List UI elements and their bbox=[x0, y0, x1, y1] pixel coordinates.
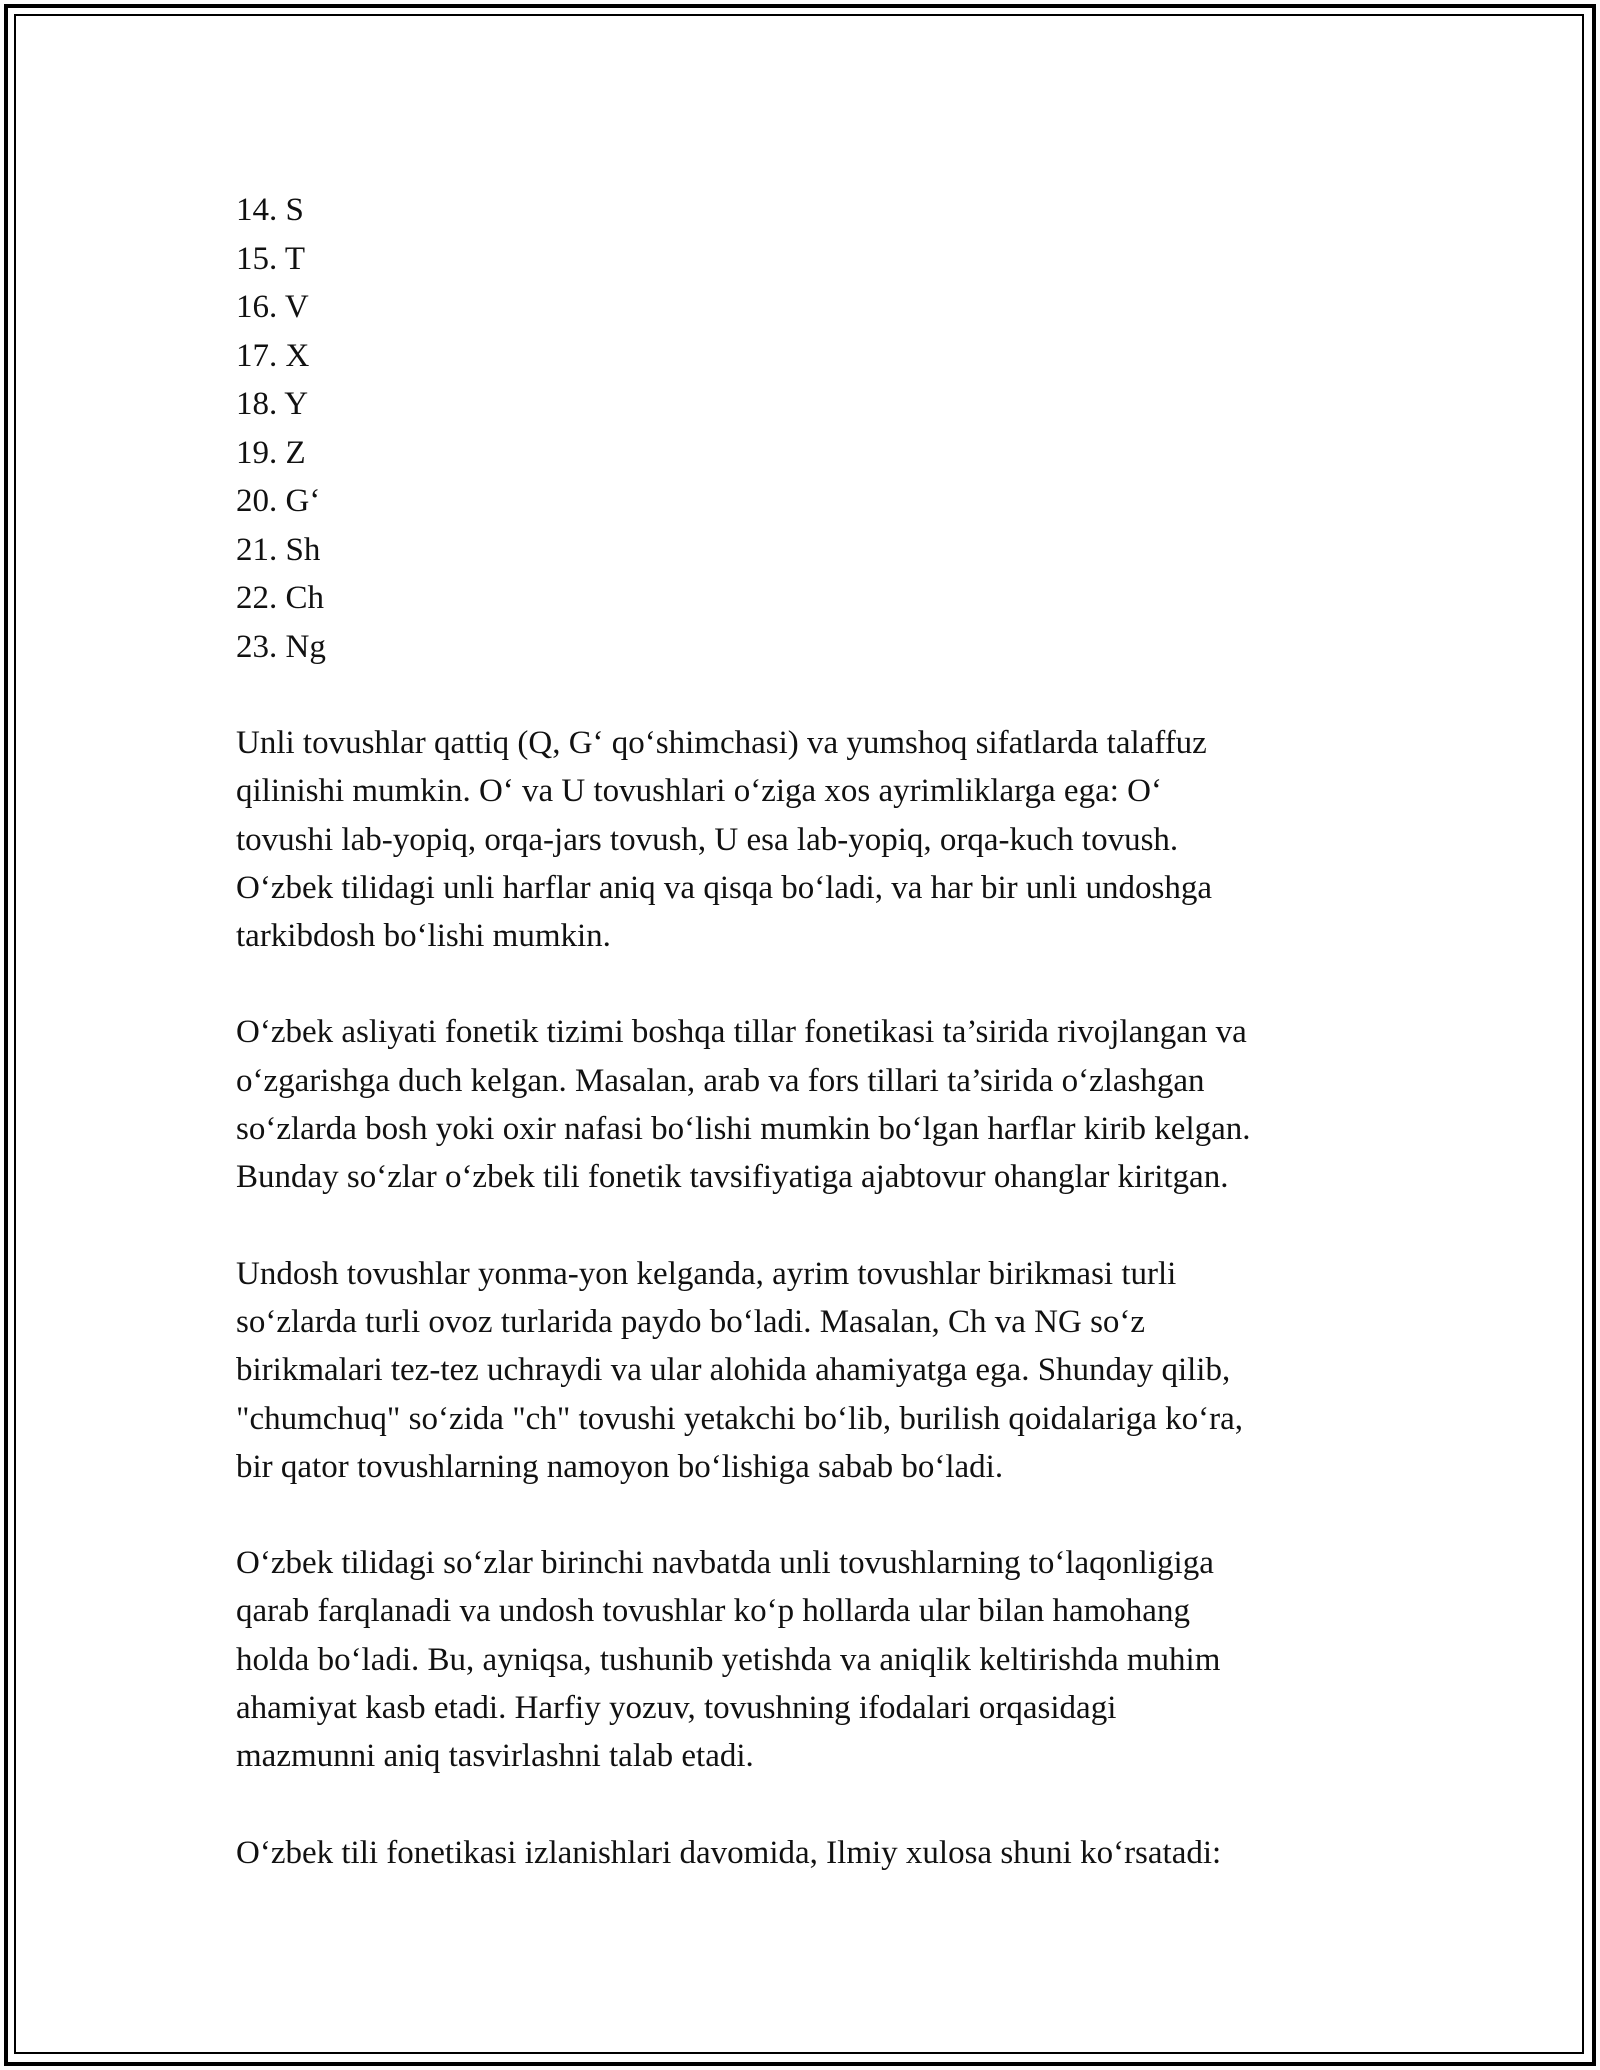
list-number: 20. bbox=[236, 483, 278, 519]
list-letter: X bbox=[285, 337, 310, 374]
list-number: 14. bbox=[236, 192, 278, 228]
list-item bbox=[236, 574, 1376, 623]
paragraph-vowels bbox=[236, 719, 1376, 960]
text-line: o‘zgarishga duch kelgan. Masalan, arab va fors tillari ta’sirida o‘zlashgan bbox=[236, 1062, 1205, 1099]
paragraph-phonetic-system bbox=[236, 1008, 1376, 1201]
list-number: 19. bbox=[236, 434, 278, 471]
text-line: O‘zbek tilidagi unli harflar aniq va qisqa bo‘ladi, va har bir unli undoshga bbox=[236, 869, 1212, 906]
list-item bbox=[236, 186, 1376, 235]
text-line: ahamiyat kasb etadi. Harfiy yozuv, tovushning ifodalari orqasidagi bbox=[236, 1690, 1117, 1727]
list-item bbox=[236, 283, 1376, 332]
list-number: 16. bbox=[236, 289, 278, 325]
text-line: qilinishi mumkin. O‘ va U tovushlari o‘ziga xos ayrimliklarga ega: O‘ bbox=[236, 773, 1162, 810]
list-item bbox=[236, 235, 1376, 284]
text-line: birikmalari tez-tez uchraydi va ular alohida ahamiyatga ega. Shunday qilib, bbox=[236, 1352, 1231, 1389]
list-item bbox=[236, 429, 1376, 478]
text-line: Unli tovushlar qattiq (Q, G‘ qo‘shimchasi) va yumshoq sifatlarda talaffuz bbox=[236, 725, 1207, 761]
list-number: 15. bbox=[236, 240, 278, 277]
list-letter: V bbox=[284, 289, 309, 325]
text-line: so‘zlarda turli ovoz turlarida paydo bo‘ladi. Masalan, Ch va NG so‘z bbox=[236, 1303, 1146, 1340]
text-line: holda bo‘ladi. Bu, ayniqsa, tushunib yetishda va aniqlik keltirishda muhim bbox=[236, 1641, 1221, 1678]
list-letter: G‘ bbox=[285, 483, 321, 519]
letter-list bbox=[236, 186, 1376, 671]
text-line: O‘zbek asliyati fonetik tizimi boshqa tillar fonetikasi ta’sirida rivojlangan va bbox=[236, 1014, 1247, 1051]
paragraph-conclusion bbox=[236, 1829, 1376, 1877]
list-number: 18. bbox=[236, 386, 278, 422]
text-line: qarab farqlanadi va undosh tovushlar ko‘p hollarda ular bilan hamohang bbox=[236, 1593, 1190, 1630]
text-line: bir qator tovushlarning namoyon bo‘lishiga sabab bo‘ladi. bbox=[236, 1448, 1004, 1485]
list-item bbox=[236, 623, 1376, 672]
list-letter: Sh bbox=[285, 531, 321, 568]
list-letter: T bbox=[284, 240, 306, 277]
text-line: so‘zlarda bosh yoki oxir nafasi bo‘lishi mumkin bo‘lgan harflar kirib kelgan. bbox=[236, 1111, 1251, 1148]
list-letter: Ch bbox=[285, 580, 325, 616]
paragraph-words bbox=[236, 1539, 1376, 1780]
text-line: Undosh tovushlar yonma-yon kelganda, ayrim tovushlar birikmasi turli bbox=[236, 1255, 1177, 1292]
paragraph-consonants bbox=[236, 1250, 1376, 1491]
list-letter: Ng bbox=[285, 628, 326, 665]
list-letter: Z bbox=[285, 434, 306, 471]
text-line: "chumchuq" so‘zida "ch" tovushi yetakchi bo‘lib, burilish qoidalariga ko‘ra, bbox=[236, 1400, 1243, 1437]
text-line: mazmunni aniq tasvirlashni talab etadi. bbox=[236, 1738, 754, 1775]
text-line: O‘zbek tilidagi so‘zlar birinchi navbatda unli tovushlarning to‘laqonligiga bbox=[236, 1545, 1214, 1582]
list-number: 22. bbox=[236, 580, 278, 616]
list-letter: Y bbox=[284, 386, 309, 422]
list-letter: S bbox=[285, 192, 304, 228]
list-number: 21. bbox=[236, 531, 278, 568]
list-item bbox=[236, 332, 1376, 381]
document-body bbox=[236, 186, 1376, 1877]
list-item bbox=[236, 380, 1376, 429]
text-line: O‘zbek tili fonetikasi izlanishlari davomida, Ilmiy xulosa shuni ko‘rsatadi: bbox=[236, 1834, 1222, 1871]
text-line: tovushi lab-yopiq, orqa-jars tovush, U esa lab-yopiq, orqa-kuch tovush. bbox=[236, 821, 1179, 858]
list-item bbox=[236, 477, 1376, 526]
list-number: 17. bbox=[236, 337, 278, 374]
text-line: tarkibdosh bo‘lishi mumkin. bbox=[236, 918, 611, 955]
list-number: 23. bbox=[236, 628, 278, 665]
text-line: Bunday so‘zlar o‘zbek tili fonetik tavsifiyatiga ajabtovur ohanglar kiritgan. bbox=[236, 1159, 1229, 1196]
list-item bbox=[236, 526, 1376, 575]
